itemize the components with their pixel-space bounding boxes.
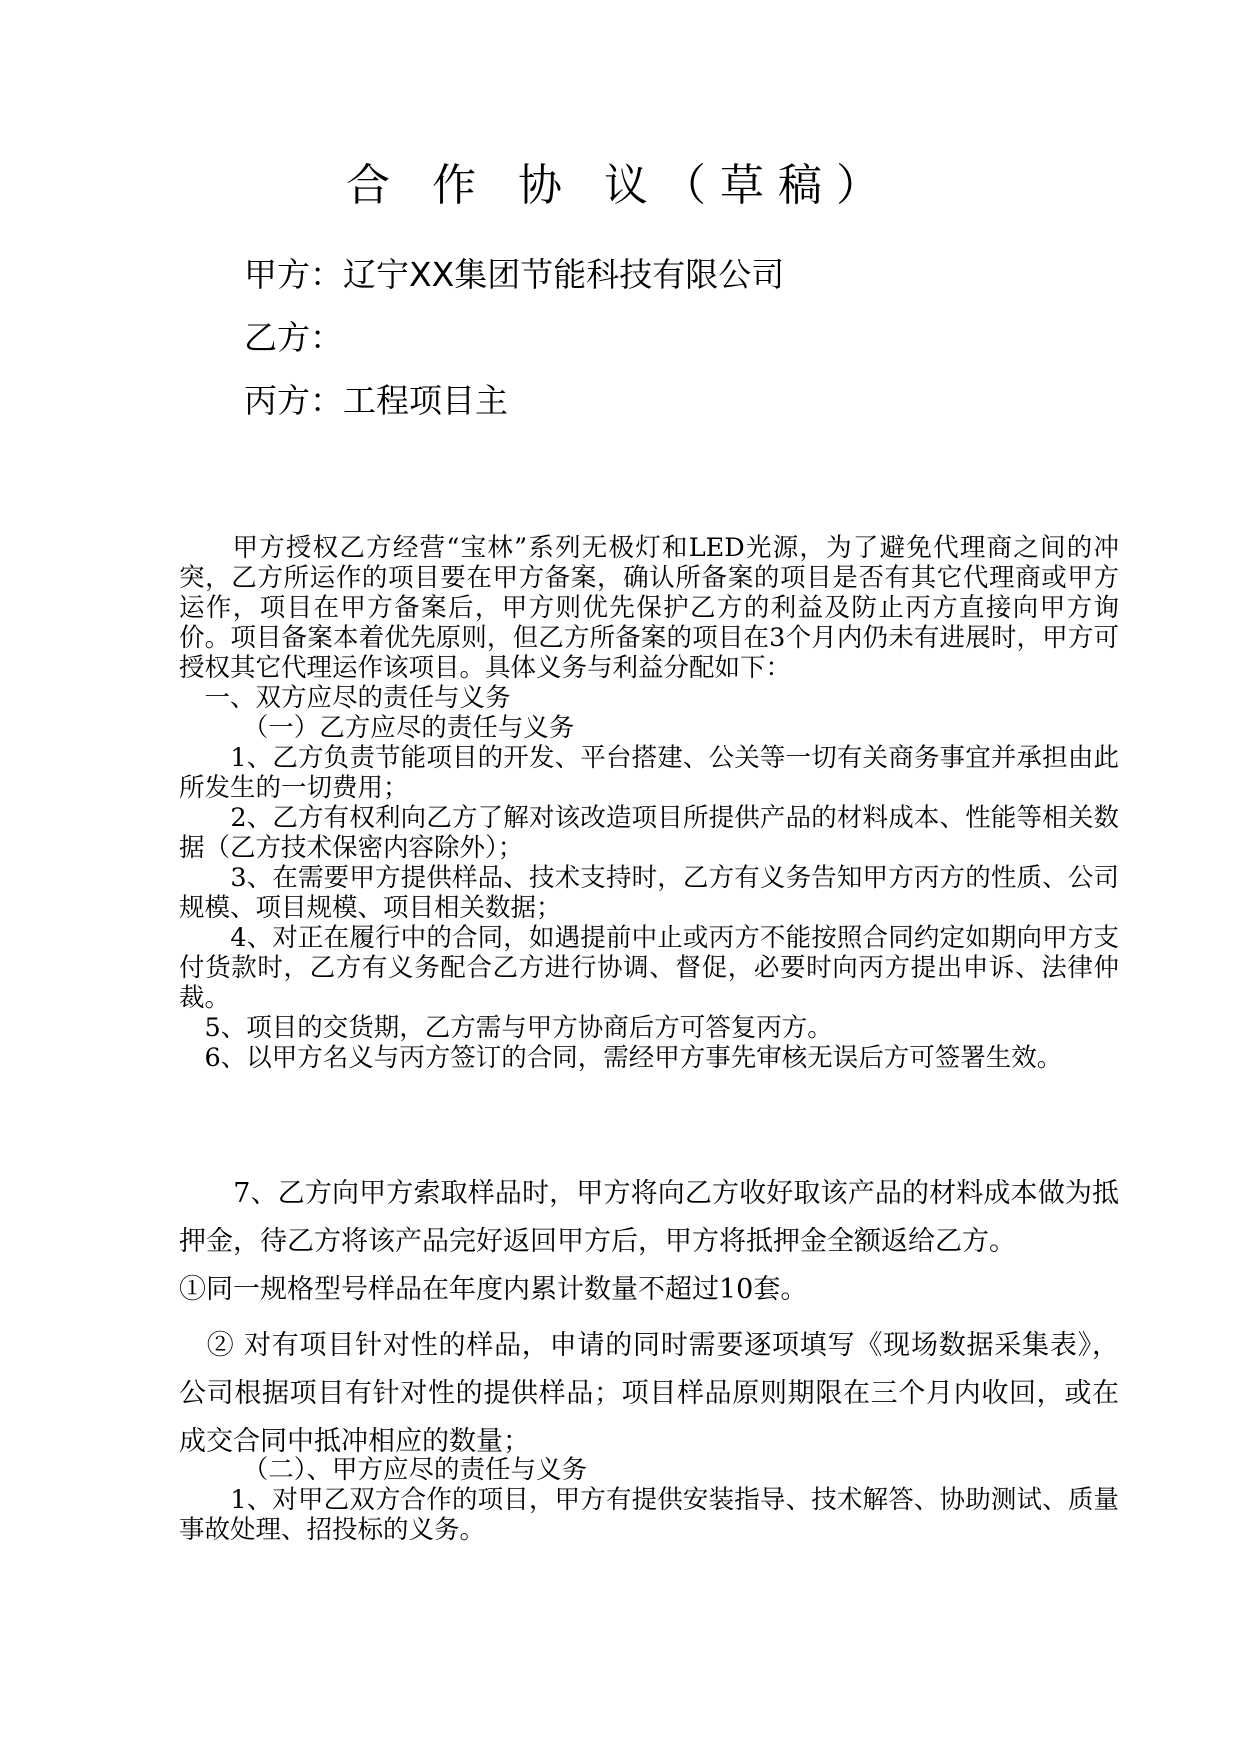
party-b-line: 乙方： bbox=[244, 318, 343, 357]
clause-7: 7、乙方向甲方索取样品时，甲方将向乙方收好取该产品的材料成本做为抵押金，待乙方将该产品完好返回甲方后，甲方将抵押金全额返给乙方。 bbox=[179, 1178, 1119, 1257]
party-a-duties bbox=[179, 1455, 1119, 1545]
clause-7-sub-1: ①同一规格型号样品在年度内累计数量不超过10套。 bbox=[179, 1274, 808, 1305]
contract-body bbox=[179, 533, 1119, 1073]
section-heading-duties: 一、双方应尽的责任与义务 bbox=[179, 683, 511, 713]
party-c-line: 丙方：工程项目主 bbox=[244, 381, 508, 420]
clause-5: 5、项目的交货期，乙方需与甲方协商后方可答复丙方。 bbox=[179, 1013, 833, 1043]
intro-paragraph: 甲方授权乙方经营“宝林”系列无极灯和LED光源，为了避免代理商之间的冲突，乙方所运作的项目要在甲方备案，确认所备案的项目是否有其它代理商或甲方运作，项目在甲方备案后，甲方则优先保护乙方的利益及防止丙方直接向甲方询价。项目备案本着优先原则，但乙方所备案的项目在3个月内仍未有进展时，甲方可授权其它代理运作该项目。具体义务与利益分配如下： bbox=[179, 533, 1119, 683]
clause-2: 2、乙方有权利向乙方了解对该改造项目所提供产品的材料成本、性能等相关数据（乙方技术保密内容除外）； bbox=[179, 803, 1119, 863]
clause-7-sub-2: ② 对有项目针对性的样品，申请的同时需要逐项填写《现场数据采集表》，公司根据项目有针对性的提供样品；项目样品原则期限在三个月内收回，或在成交合同中抵冲相应的数量； bbox=[179, 1330, 1119, 1457]
party-a-line: 甲方：辽宁XX集团节能科技有限公司 bbox=[244, 255, 785, 294]
party-a-clause-1: 1、对甲乙双方合作的项目，甲方有提供安装指导、技术解答、协助测试、质量事故处理、招投标的义务。 bbox=[179, 1485, 1119, 1545]
sample-clauses bbox=[179, 1170, 1119, 1466]
clause-4: 4、对正在履行中的合同，如遇提前中止或丙方不能按照合同约定如期向甲方支付货款时，乙方有义务配合乙方进行协调、督促，必要时向丙方提出申诉、法律仲裁。 bbox=[179, 923, 1119, 1013]
subsection-heading-party-a: （二）、甲方应尽的责任与义务 bbox=[179, 1455, 588, 1485]
clause-6: 6、以甲方名义与丙方签订的合同，需经甲方事先审核无误后方可签署生效。 bbox=[179, 1043, 1063, 1073]
document-title: 合 作 协 议（草稿） bbox=[346, 160, 894, 211]
subsection-heading-party-b: （一）乙方应尽的责任与义务 bbox=[179, 713, 575, 743]
clause-3: 3、在需要甲方提供样品、技术支持时，乙方有义务告知甲方丙方的性质、公司规模、项目规模、项目相关数据； bbox=[179, 863, 1119, 923]
clause-1: 1、乙方负责节能项目的开发、平台搭建、公关等一切有关商务事宜并承担由此所发生的一切费用； bbox=[179, 743, 1119, 803]
